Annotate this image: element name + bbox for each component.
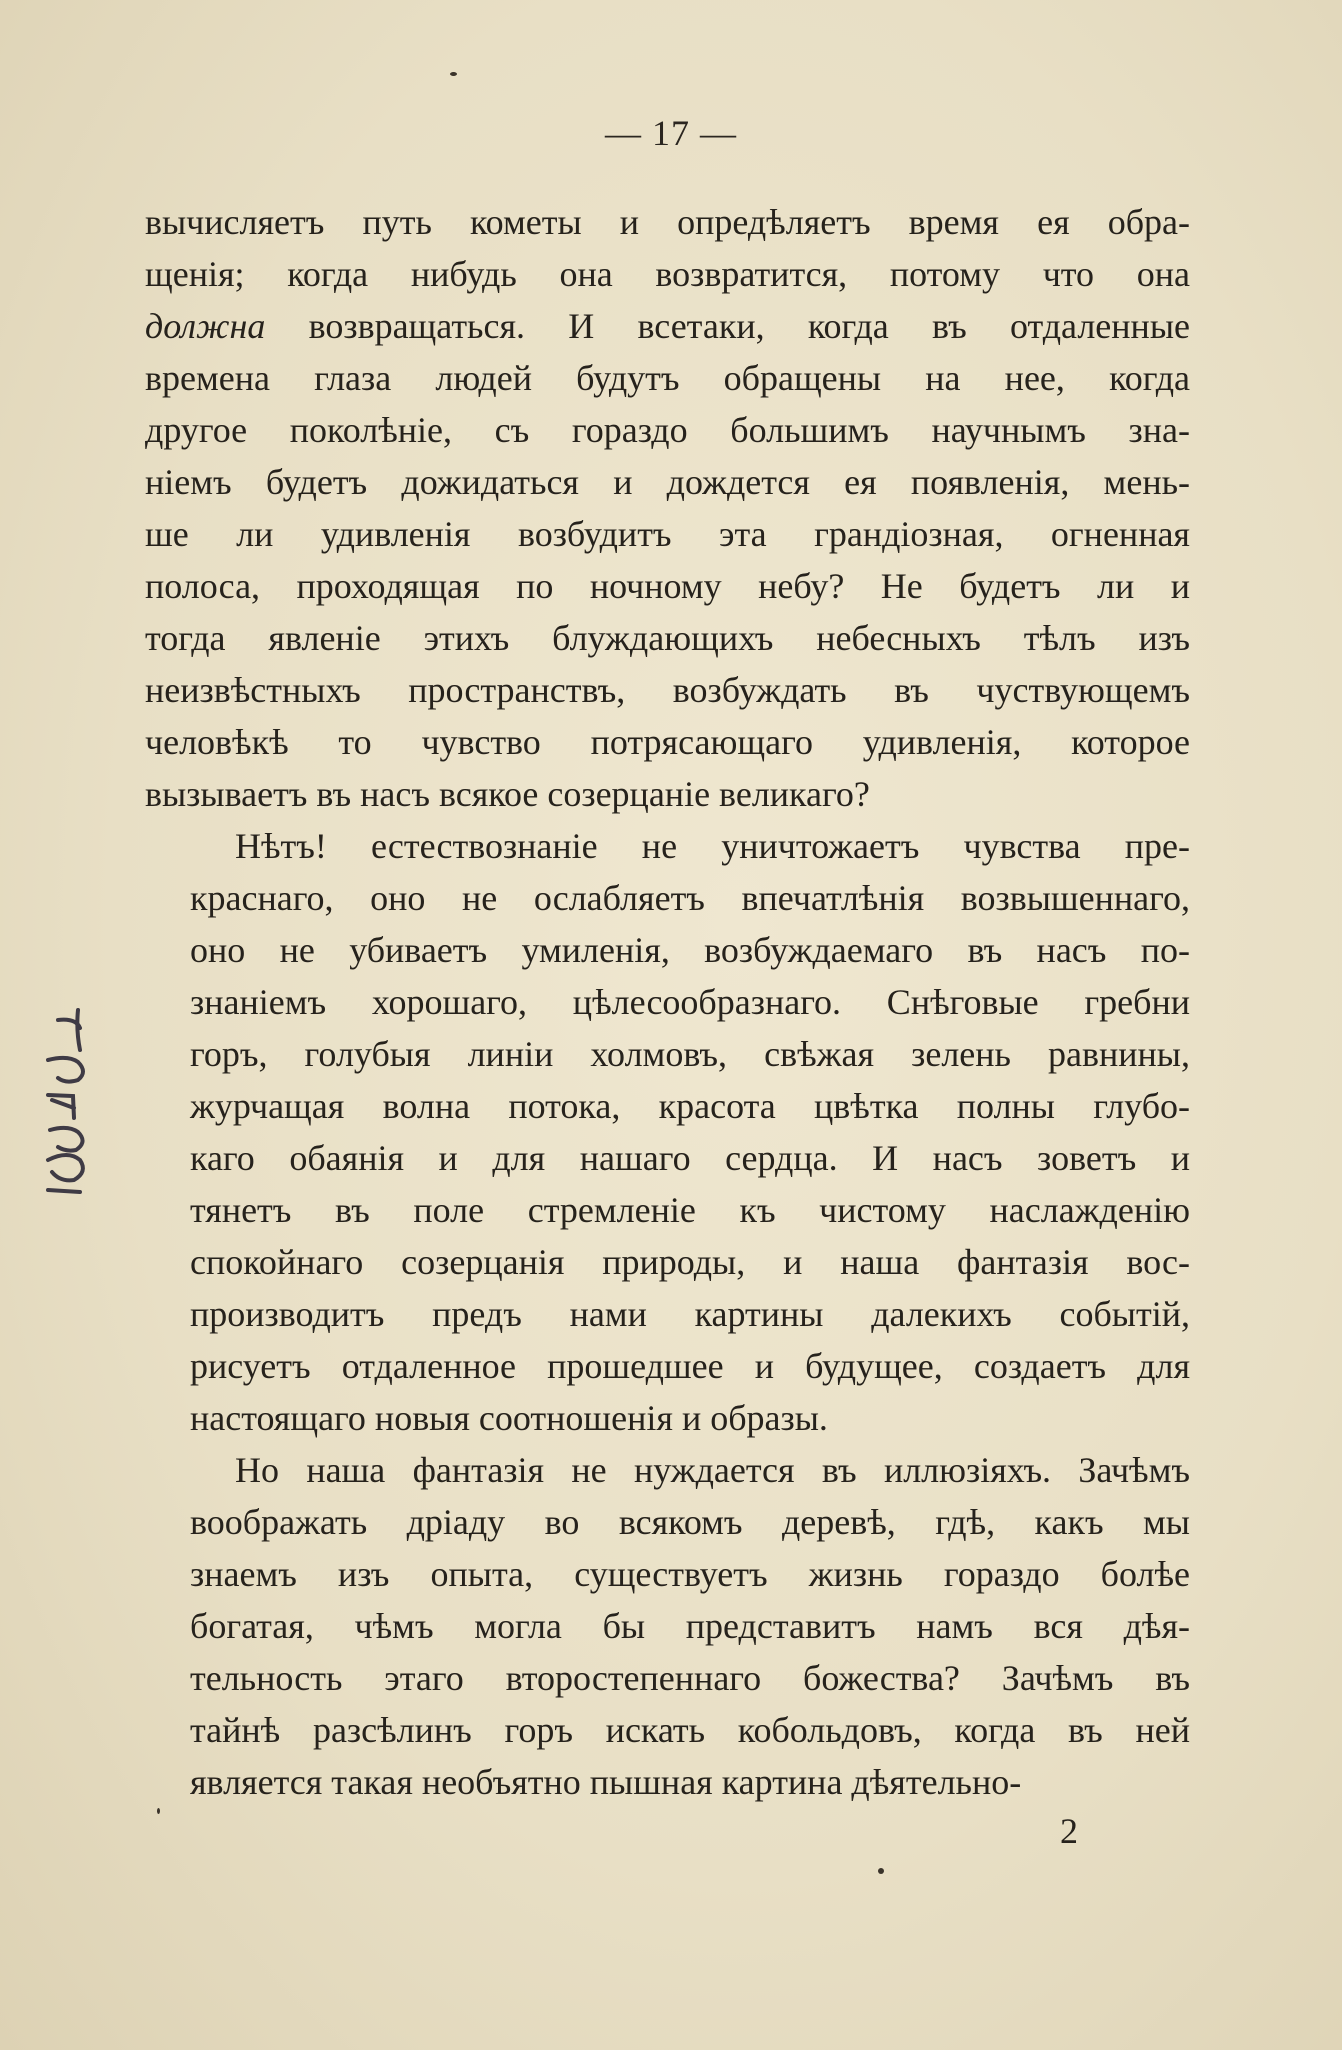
text-line: полоса, проходящая по ночному небу? Не будетъ ли и [145,566,1190,606]
paragraph [145,196,1190,820]
text-line [145,300,1190,352]
text-line: рисуетъ отдаленное прошедшее и будущее, создаетъ для [190,1346,1190,1386]
page-body-text [145,196,1190,1808]
text-line: щенія; когда нибудь она возвратится, потому что она [145,254,1190,294]
text-line: знаніемъ хорошаго, цѣлесообразнаго. Снѣговые гребни [190,982,1190,1022]
text-line: тянетъ въ поле стремленіе къ чистому наслажденію [190,1190,1190,1230]
ink-speck [450,72,457,76]
text-line: тайнѣ разсѣлинъ горъ искать кобольдовъ, когда въ ней [190,1710,1190,1750]
paragraph [145,1444,1190,1808]
signature-mark: 2 [1060,1811,1078,1851]
text-line: другое поколѣніе, съ гораздо большимъ научнымъ зна- [145,410,1190,450]
text-line: ніемъ будетъ дожидаться и дождется ея появленія, мень- [145,462,1190,502]
text-line: человѣкѣ то чувство потрясающаго удивленія, которое [145,722,1190,762]
handwritten-margin-number [18,1000,98,1200]
text-line: спокойнаго созерцанія природы, и наша фантазія вос- [190,1242,1190,1282]
text-line: знаемъ изъ опыта, существуетъ жизнь гораздо болѣе [190,1554,1190,1594]
text-line: неизвѣстныхъ пространствъ, возбуждать въ чуствующемъ [145,670,1190,710]
text-line: является такая необъятно пышная картина дѣятельно- [190,1762,1022,1802]
text-line: настоящаго новыя соотношенія и образы. [190,1398,828,1438]
text-line: богатая, чѣмъ могла бы представитъ намъ вся дѣя- [190,1606,1190,1646]
text-line: ше ли удивленія возбудитъ эта грандіозная, огненная [145,514,1190,554]
text-line: краснаго, оно не ослабляетъ впечатлѣнія возвышеннаго, [190,878,1190,918]
text-line: вычисляетъ путь кометы и опредѣляетъ время ея обра- [145,202,1190,242]
text-line: Нѣтъ! естествознаніе не уничтожаетъ чувства пре- [235,826,1190,866]
paragraph [145,820,1190,1444]
text-line: журчащая волна потока, красота цвѣтка полны глубо- [190,1086,1190,1126]
text-line: горъ, голубыя линіи холмовъ, свѣжая зелень равнины, [190,1034,1190,1074]
page-number-header: — 17 — [605,113,737,153]
text-line: времена глаза людей будутъ обращены на нее, когда [145,358,1190,398]
text-line: Но наша фантазія не нуждается въ иллюзіяхъ. Зачѣмъ [235,1450,1190,1490]
text-line: каго обаянія и для нашаго сердца. И насъ зоветъ и [190,1138,1190,1178]
text-line: оно не убиваетъ умиленія, возбуждаемаго въ насъ по- [190,930,1190,970]
text-line: производитъ предъ нами картины далекихъ событій, [190,1294,1190,1334]
ink-speck [878,1868,884,1874]
text-line: вызываетъ въ насъ всякое созерцаніе великаго? [145,774,870,814]
text-line: тельность этаго второстепеннаго божества? Зачѣмъ въ [190,1658,1190,1698]
text-fragment: возвращаться. И всетаки, когда въ отдаленные [265,306,1190,346]
ink-speck [157,1808,160,1814]
italic-word: должна [145,306,266,346]
text-line: тогда явленіе этихъ блуждающихъ небесныхъ тѣлъ изъ [145,618,1190,658]
text-line: воображать дріаду во всякомъ деревѣ, гдѣ, какъ мы [190,1502,1190,1542]
